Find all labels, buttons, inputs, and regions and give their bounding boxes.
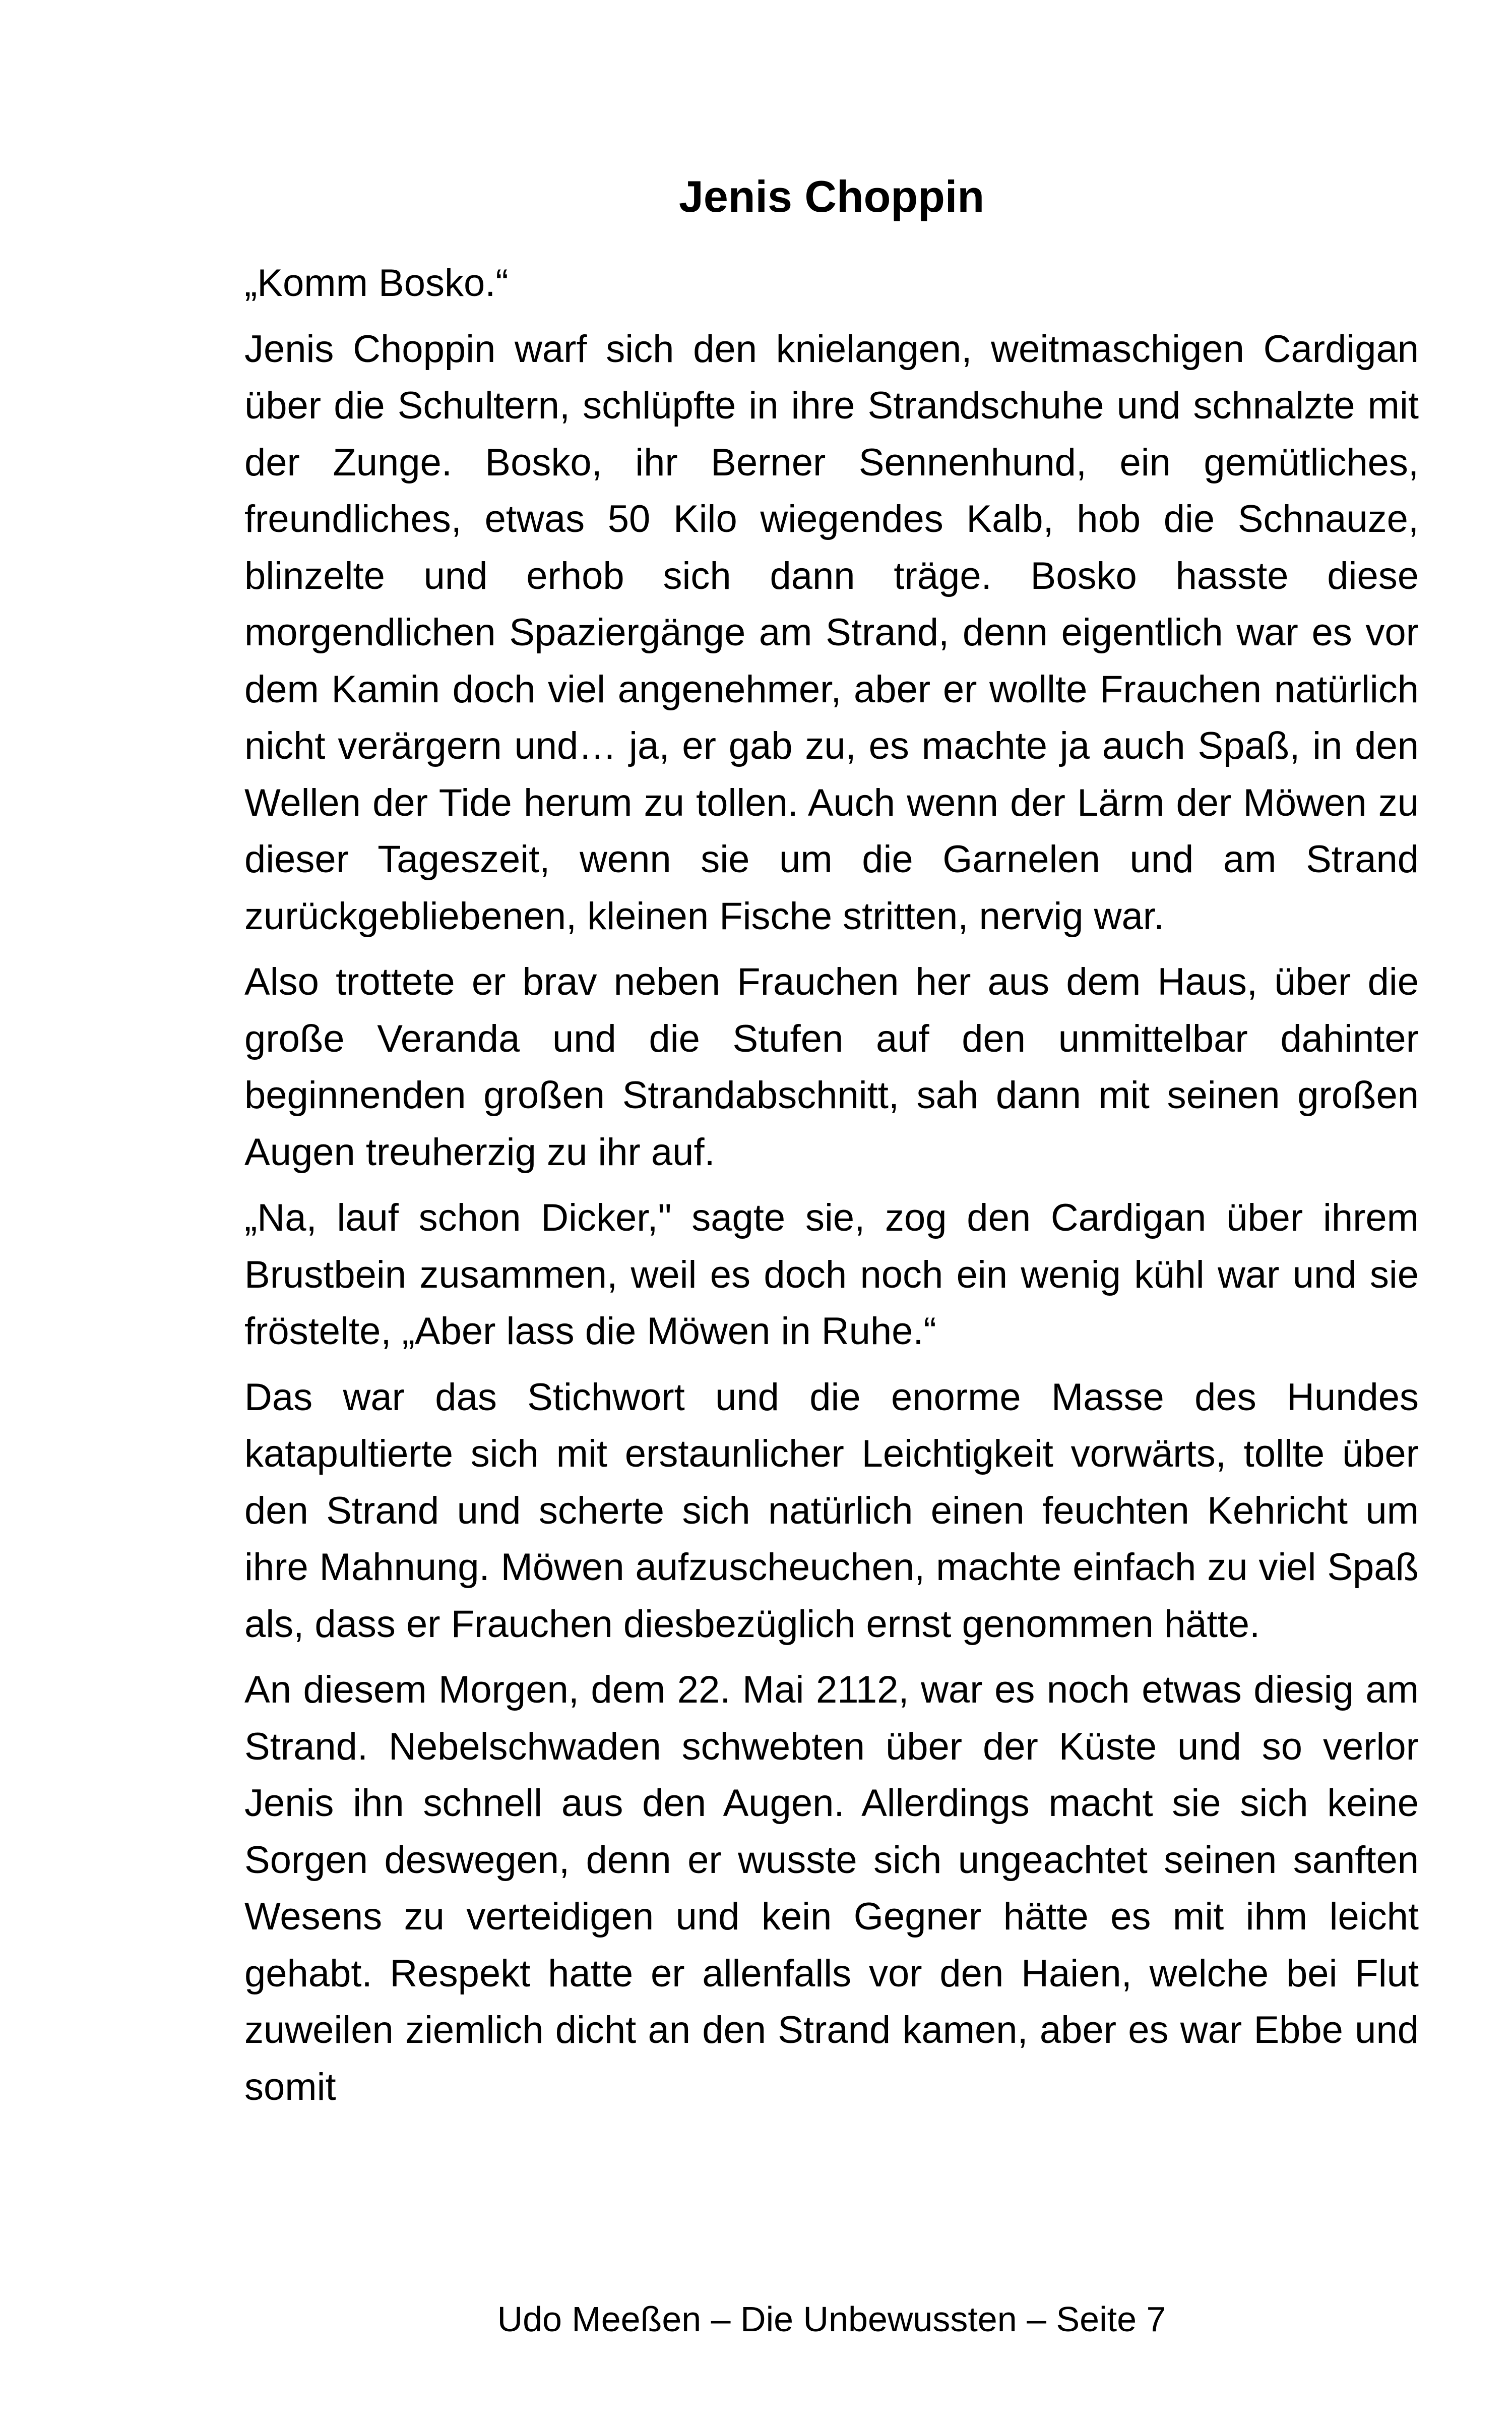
paragraph-leaving-house: Also trottete er brav neben Frauchen her aus dem Haus, über die große Veranda und die Stufen auf den unmittelbar dahinter beginnenden großen Strandabschnitt, sah dann mit seinen großen Augen treuherzig zu ihr auf. — [244, 960, 1419, 1174]
paragraph-morning-fog: An diesem Morgen, dem 22. Mai 2112, war es noch etwas diesig am Strand. Nebelschwaden schwebten über der Küste und so verlor Jenis ihn schnell aus den Augen. Allerdings macht sie sich keine Sorgen deswegen, denn er wusste sich ungeachtet seinen sanften Wesens zu verteidigen und kein Gegner hätte es mit ihm leicht gehabt. Respekt hatte er allenfalls vor den Haien, welche bei Flut zuweilen ziemlich dicht an den Strand kamen, aber es war Ebbe und somit — [244, 1668, 1419, 2108]
paragraph-dialogue-seagulls: „Na, lauf schon Dicker," sagte sie, zog den Cardigan über ihrem Brustbein zusammen, weil es doch noch ein wenig kühl war und sie fröstelte, „Aber lass die Möwen in Ruhe.“ — [244, 1196, 1419, 1353]
page-footer: Udo Meeßen – Die Unbewussten – Seite 7 — [497, 2300, 1166, 2339]
body-text — [244, 255, 1419, 2115]
paragraph-dialogue-opening: „Komm Bosko.“ — [244, 262, 509, 305]
paragraph-introduction: Jenis Choppin warf sich den knielangen, weitmaschigen Cardigan über die Schultern, schlüpfte in ihre Strandschuhe und schnalzte mit der Zunge. Bosko, ihr Berner Sennenhund, ein gemütliches, freundliches, etwas 50 Kilo wiegendes Kalb, hob die Schnauze, blinzelte und erhob sich dann träge. Bosko hasste diese morgendlichen Spaziergänge am Strand, denn eigentlich war es vor dem Kamin doch viel angenehmer, aber er wollte Frauchen natürlich nicht verärgern und… ja, er gab zu, es machte ja auch Spaß, in den Wellen der Tide herum zu tollen. Auch wenn der Lärm der Möwen zu dieser Tageszeit, wenn sie um die Garnelen und am Strand zurückgebliebenen, kleinen Fische stritten, nervig war. — [244, 327, 1419, 938]
paragraph-dog-runs: Das war das Stichwort und die enorme Masse des Hundes katapultierte sich mit erstaunlicher Leichtigkeit vorwärts, tollte über den Strand und scherte sich natürlich einen feuchten Kehricht um ihre Mahnung. Möwen aufzuscheuchen, machte einfach zu viel Spaß als, dass er Frauchen diesbezüglich ernst genommen hätte. — [244, 1375, 1419, 1646]
chapter-title: Jenis Choppin — [678, 171, 985, 221]
